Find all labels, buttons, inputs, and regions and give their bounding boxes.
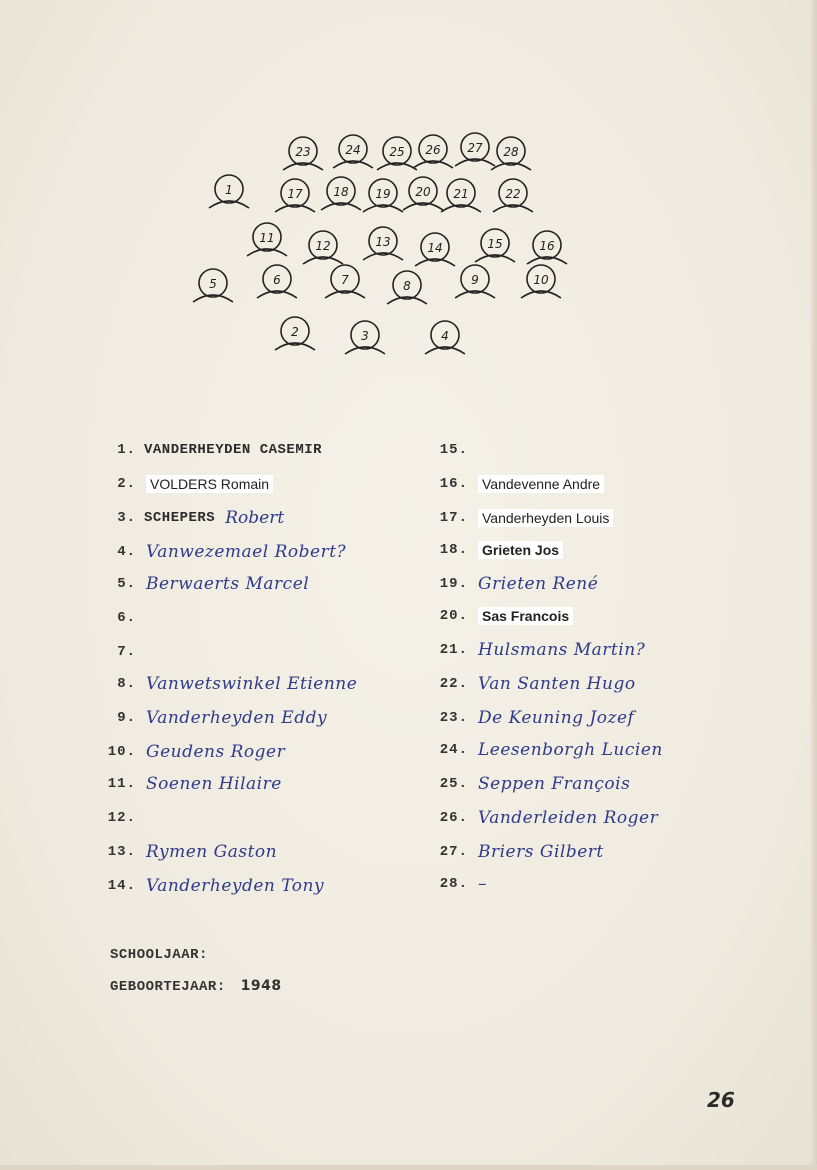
student-name-handwritten: Vanderheyden Tony bbox=[146, 876, 325, 896]
list-item bbox=[432, 770, 630, 798]
svg-text:18: 18 bbox=[333, 185, 349, 199]
svg-text:4: 4 bbox=[441, 329, 449, 343]
entry-number: 3. bbox=[117, 510, 136, 526]
seat-17 bbox=[274, 176, 316, 218]
seat-1 bbox=[208, 172, 250, 214]
list-item bbox=[100, 638, 146, 666]
student-name-handwritten: Geudens Roger bbox=[146, 742, 286, 762]
list-item bbox=[432, 570, 598, 598]
entry-number: 5. bbox=[117, 576, 136, 592]
svg-text:23: 23 bbox=[295, 145, 311, 159]
student-name-handwritten: Berwaerts Marcel bbox=[146, 574, 310, 594]
student-name: Vanderheyden Louis bbox=[478, 509, 613, 527]
student-name-handwritten: Vanwetswinkel Etienne bbox=[146, 674, 358, 694]
entry-number: 28. bbox=[439, 876, 468, 892]
svg-text:15: 15 bbox=[487, 237, 503, 251]
seat-3 bbox=[344, 318, 386, 360]
student-firstname-handwritten: Robert bbox=[225, 508, 285, 528]
seat-19 bbox=[362, 176, 404, 218]
seat-24 bbox=[332, 132, 374, 174]
seat-8 bbox=[386, 268, 428, 310]
list-item bbox=[432, 870, 487, 898]
student-name-handwritten: Seppen François bbox=[478, 774, 631, 794]
student-name-handwritten: Grieten René bbox=[478, 574, 599, 594]
student-name-handwritten: Van Santen Hugo bbox=[478, 674, 636, 694]
student-name-handwritten: Vanwezemael Robert? bbox=[146, 542, 347, 562]
list-item bbox=[432, 636, 645, 664]
geboortejaar-line bbox=[110, 978, 282, 995]
svg-text:27: 27 bbox=[467, 141, 483, 155]
entry-number: 7. bbox=[117, 644, 136, 660]
schooljaar-label: SCHOOLJAAR: bbox=[110, 947, 208, 963]
student-name-handwritten: De Keuning Jozef bbox=[478, 708, 635, 728]
svg-text:24: 24 bbox=[345, 143, 361, 157]
entry-number: 24. bbox=[439, 742, 468, 758]
student-surname: SCHEPERS bbox=[144, 510, 216, 526]
list-item bbox=[432, 838, 604, 866]
entry-number: 21. bbox=[439, 642, 468, 658]
svg-text:10: 10 bbox=[533, 273, 549, 287]
student-name-handwritten: Soenen Hilaire bbox=[146, 774, 282, 794]
entry-number: 1. bbox=[117, 442, 136, 458]
list-item bbox=[100, 670, 357, 698]
entry-number: 4. bbox=[117, 544, 136, 560]
seat-18 bbox=[320, 174, 362, 216]
svg-text:19: 19 bbox=[375, 187, 391, 201]
seat-13 bbox=[362, 224, 404, 266]
student-name-handwritten: Vanderheyden Eddy bbox=[146, 708, 328, 728]
svg-text:22: 22 bbox=[505, 187, 521, 201]
seat-22 bbox=[492, 176, 534, 218]
seat-5 bbox=[192, 266, 234, 308]
student-name: Vandevenne Andre bbox=[478, 475, 604, 493]
svg-text:1: 1 bbox=[225, 183, 233, 197]
list-item bbox=[100, 804, 146, 832]
entry-number: 11. bbox=[107, 776, 136, 792]
student-name-handwritten: Leesenborgh Lucien bbox=[478, 740, 663, 760]
seat-23 bbox=[282, 134, 324, 176]
student-name-handwritten: Briers Gilbert bbox=[478, 842, 604, 862]
entry-number: 8. bbox=[117, 676, 136, 692]
entry-number: 12. bbox=[107, 810, 136, 826]
geboortejaar-label: GEBOORTEJAAR: bbox=[110, 979, 226, 995]
svg-text:11: 11 bbox=[259, 231, 275, 245]
svg-text:2: 2 bbox=[291, 325, 299, 339]
svg-text:25: 25 bbox=[389, 145, 405, 159]
seat-28 bbox=[490, 134, 532, 176]
svg-text:6: 6 bbox=[273, 273, 281, 287]
student-name-handwritten: Hulsmans Martin? bbox=[478, 640, 646, 660]
student-name-handwritten: – bbox=[478, 874, 487, 894]
svg-text:20: 20 bbox=[415, 185, 431, 199]
entry-number: 23. bbox=[439, 710, 468, 726]
student-name: VOLDERS Romain bbox=[146, 475, 273, 493]
student-name: Grieten Jos bbox=[478, 541, 563, 559]
svg-text:12: 12 bbox=[315, 239, 331, 253]
list-item bbox=[100, 704, 327, 732]
list-item bbox=[432, 804, 658, 832]
seat-20 bbox=[402, 174, 444, 216]
svg-text:26: 26 bbox=[425, 143, 441, 157]
entry-number: 25. bbox=[439, 776, 468, 792]
entry-number: 17. bbox=[439, 510, 468, 526]
seat-2 bbox=[274, 314, 316, 356]
svg-text:28: 28 bbox=[503, 145, 519, 159]
svg-text:13: 13 bbox=[375, 235, 391, 249]
list-item bbox=[432, 436, 478, 464]
list-item bbox=[432, 536, 563, 564]
list-item bbox=[100, 604, 146, 632]
entry-number: 16. bbox=[439, 476, 468, 492]
entry-number: 19. bbox=[439, 576, 468, 592]
svg-text:3: 3 bbox=[361, 329, 369, 343]
seat-4 bbox=[424, 318, 466, 360]
geboortejaar-value: 1948 bbox=[240, 978, 282, 994]
list-item bbox=[432, 736, 663, 764]
seat-12 bbox=[302, 228, 344, 270]
list-item bbox=[100, 770, 282, 798]
seat-6 bbox=[256, 262, 298, 304]
list-item bbox=[100, 872, 324, 900]
list-item bbox=[432, 602, 573, 630]
seat-9 bbox=[454, 262, 496, 304]
entry-number: 13. bbox=[107, 844, 136, 860]
entry-number: 2. bbox=[117, 476, 136, 492]
entry-number: 22. bbox=[439, 676, 468, 692]
entry-number: 26. bbox=[439, 810, 468, 826]
svg-text:7: 7 bbox=[341, 273, 349, 287]
student-name-handwritten: Vanderleiden Roger bbox=[478, 808, 659, 828]
list-item bbox=[100, 838, 277, 866]
list-item bbox=[100, 570, 309, 598]
list-item bbox=[100, 436, 322, 464]
svg-text:8: 8 bbox=[403, 279, 411, 293]
student-name-handwritten: Rymen Gaston bbox=[146, 842, 278, 862]
entry-number: 20. bbox=[439, 608, 468, 624]
list-item bbox=[432, 670, 636, 698]
student-name: VANDERHEYDEN CASEMIR bbox=[144, 442, 323, 458]
seat-11 bbox=[246, 220, 288, 262]
schooljaar-line bbox=[110, 946, 214, 963]
svg-text:9: 9 bbox=[471, 273, 479, 287]
entry-number: 18. bbox=[439, 542, 468, 558]
entry-number: 15. bbox=[439, 442, 468, 458]
svg-text:14: 14 bbox=[427, 241, 443, 255]
entry-number: 27. bbox=[439, 844, 468, 860]
list-item bbox=[100, 504, 284, 532]
entry-number: 14. bbox=[107, 878, 136, 894]
list-item bbox=[432, 470, 604, 498]
list-item bbox=[100, 738, 285, 766]
svg-text:17: 17 bbox=[287, 187, 303, 201]
entry-number: 10. bbox=[107, 744, 136, 760]
seat-16 bbox=[526, 228, 568, 270]
list-item bbox=[100, 538, 346, 566]
seat-26 bbox=[412, 132, 454, 174]
svg-text:16: 16 bbox=[539, 239, 555, 253]
page-bottom-edge bbox=[0, 1165, 817, 1170]
list-item bbox=[432, 704, 634, 732]
seat-14 bbox=[414, 230, 456, 272]
svg-text:21: 21 bbox=[453, 187, 469, 201]
student-name: Sas Francois bbox=[478, 607, 573, 625]
seat-21 bbox=[440, 176, 482, 218]
page-number: 26 bbox=[707, 1088, 735, 1112]
svg-text:5: 5 bbox=[209, 277, 217, 291]
entry-number: 6. bbox=[117, 610, 136, 626]
page-edge bbox=[811, 0, 817, 1170]
seat-15 bbox=[474, 226, 516, 268]
list-item bbox=[432, 504, 613, 532]
list-item bbox=[100, 470, 273, 498]
entry-number: 9. bbox=[117, 710, 136, 726]
